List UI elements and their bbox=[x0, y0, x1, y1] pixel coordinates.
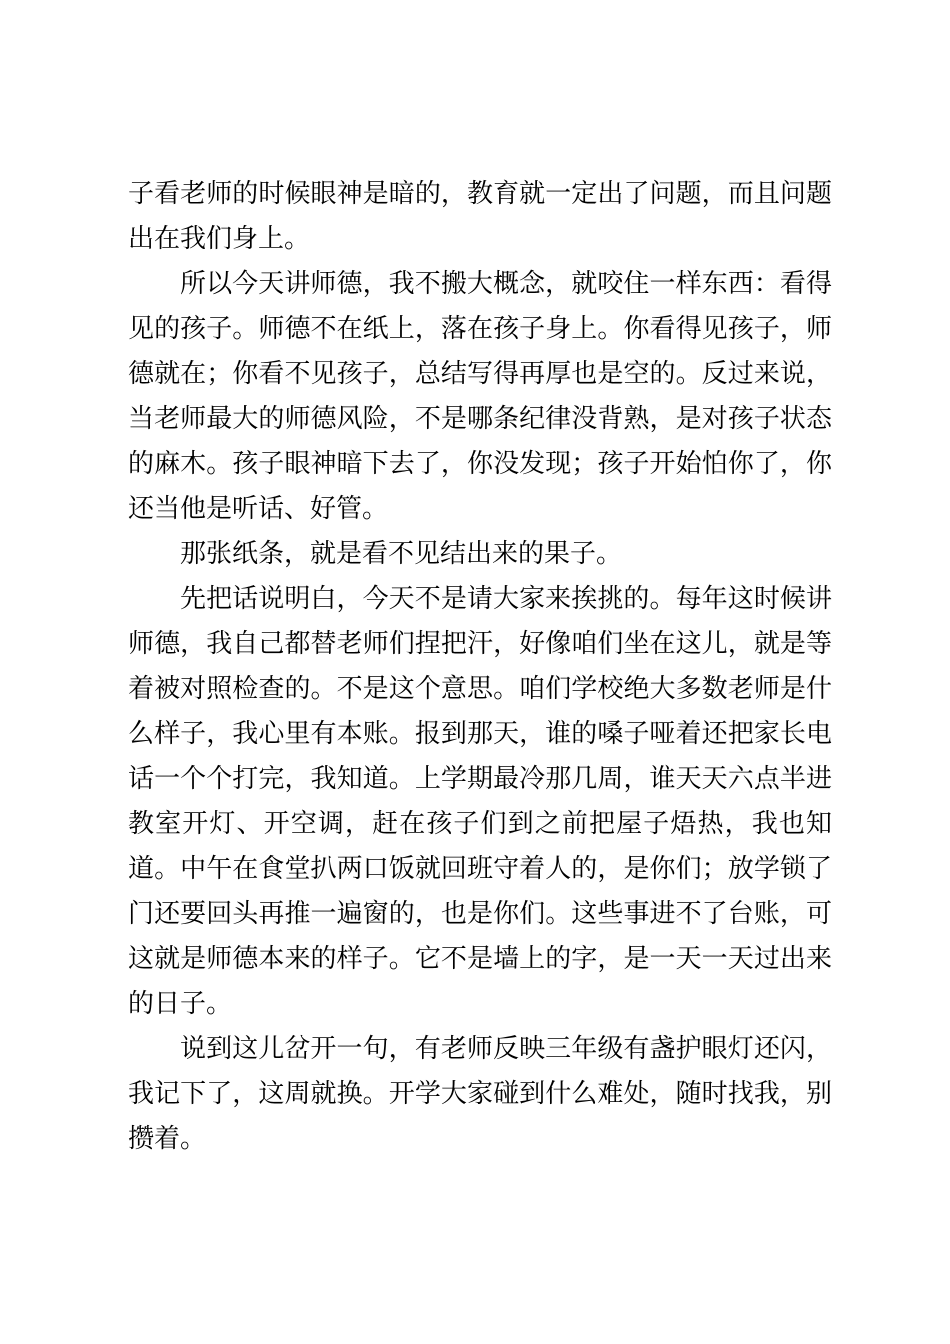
paragraph: 说到这儿岔开一句，有老师反映三年级有盏护眼灯还闪，我记下了，这周就换。开学大家碰到什么难处，随时找我，别攒着。 bbox=[128, 1034, 832, 1154]
document-body bbox=[128, 172, 832, 1162]
paragraph: 子看老师的时候眼神是暗的，教育就一定出了问题，而且问题出在我们身上。 bbox=[128, 179, 832, 254]
paragraph: 那张纸条，就是看不见结出来的果子。 bbox=[180, 539, 623, 569]
paragraph: 先把话说明白，今天不是请大家来挨挑的。每年这时候讲师德，我自己都替老师们捏把汗，好像咱们坐在这儿，就是等着被对照检查的。不是这个意思。咱们学校绝大多数老师是什么样子，我心里有本账。报到那天，谁的嗓子哑着还把家长电话一个个打完，我知道。上学期最冷那几周，谁天天六点半进教室开灯、开空调，赶在孩子们到之前把屋子焐热，我也知道。中午在食堂扒两口饭就回班守着人的，是你们；放学锁了门还要回头再推一遍窗的，也是你们。这些事进不了台账，可这就是师德本来的样子。它不是墙上的字，是一天一天过出来的日子。 bbox=[128, 584, 832, 1019]
paragraph: 所以今天讲师德，我不搬大概念，就咬住一样东西：看得见的孩子。师德不在纸上，落在孩子身上。你看得见孩子，师德就在；你看不见孩子，总结写得再厚也是空的。反过来说，当老师最大的师德风险，不是哪条纪律没背熟，是对孩子状态的麻木。孩子眼神暗下去了，你没发现；孩子开始怕你了，你还当他是听话、好管。 bbox=[128, 269, 832, 524]
